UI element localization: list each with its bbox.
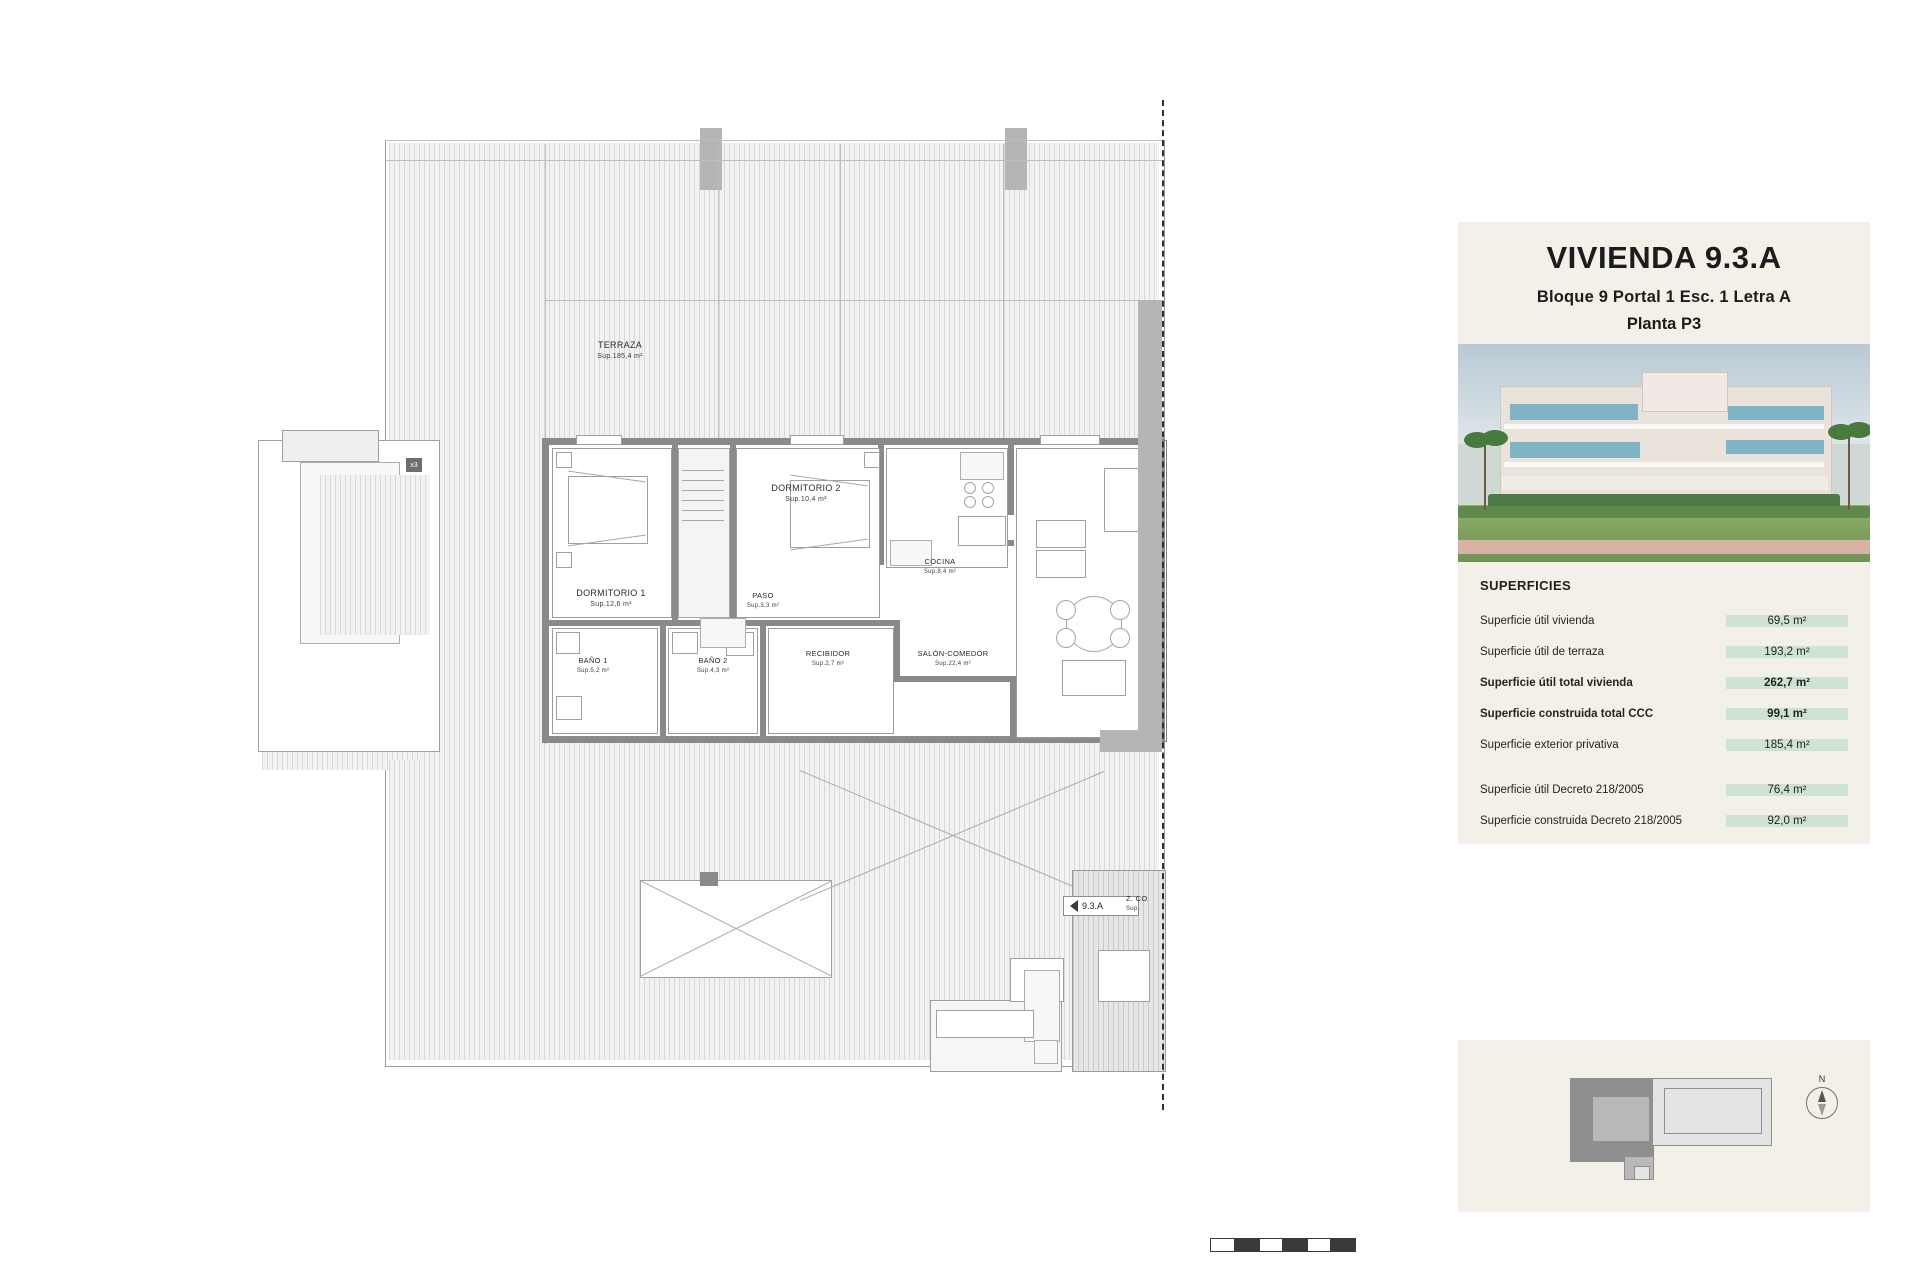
coffee-table	[1036, 520, 1086, 548]
scale-segment	[1306, 1238, 1332, 1252]
scale-segment	[1234, 1238, 1260, 1252]
kitchen-hob-burner	[964, 482, 976, 494]
surface-row	[1480, 805, 1848, 836]
surface-value: 99,1 m²	[1726, 708, 1848, 720]
surface-label: Superficie construida Decreto 218/2005	[1480, 814, 1683, 827]
room-label-bedroom-2: DORMITORIO 2 Sup.10,4 m²	[771, 483, 841, 503]
render-glass-band	[1728, 406, 1824, 420]
compass-ring	[1806, 1087, 1838, 1119]
stair-step	[1034, 1040, 1058, 1064]
surface-value: 69,5 m²	[1726, 615, 1848, 627]
stair-line	[682, 510, 724, 511]
render-path	[1458, 540, 1870, 554]
surface-label: Superficie exterior privativa	[1480, 738, 1619, 751]
left-annex-hatch	[320, 475, 430, 635]
surface-value: 262,7 m²	[1726, 677, 1848, 689]
info-panel	[1458, 222, 1870, 844]
nightstand	[864, 452, 880, 468]
render-palm-trunk	[1484, 440, 1486, 510]
dining-chair	[1056, 628, 1076, 648]
render-terrace	[1502, 476, 1828, 490]
stair-line	[682, 470, 724, 471]
surface-row	[1480, 698, 1848, 729]
key-plan-block-inner	[1664, 1088, 1762, 1134]
surface-value: 185,4 m²	[1726, 739, 1848, 751]
surface-row	[1480, 774, 1848, 805]
surface-row	[1480, 667, 1848, 698]
stair-line	[682, 520, 724, 521]
partition-wall	[760, 620, 900, 626]
surface-value: 193,2 m²	[1726, 646, 1848, 658]
surface-label: Superficie útil total vivienda	[1480, 676, 1633, 689]
plan-line	[385, 140, 1163, 141]
panel-subtitle: Bloque 9 Portal 1 Esc. 1 Letra A	[1536, 288, 1792, 306]
pergola-beam	[1005, 128, 1027, 190]
compass-needle-south-icon	[1818, 1104, 1826, 1116]
surfaces-table	[1458, 562, 1870, 844]
triangle-icon	[1070, 900, 1078, 912]
toilet	[672, 632, 698, 654]
partition-wall	[760, 620, 766, 736]
render-railing	[1504, 462, 1824, 467]
unit-marker-side: Z. CO Sup.	[1126, 894, 1148, 912]
page-title: VIVIENDA 9.3.A	[1546, 240, 1782, 275]
render-glass-band	[1510, 442, 1640, 458]
render-glass-band	[1726, 440, 1824, 454]
panel-floor: Planta P3	[1626, 315, 1702, 333]
unit-marker-code: 9.3.A	[1082, 901, 1104, 911]
washbasin	[556, 696, 582, 720]
partition-wall	[660, 620, 666, 736]
room-label-bathroom-1: BAÑO 1 Sup.5,2 m²	[576, 656, 610, 674]
plan-line	[840, 144, 841, 444]
key-plan-core-inner	[1634, 1166, 1650, 1180]
room-hall	[768, 628, 894, 734]
surface-value: 92,0 m²	[1726, 815, 1848, 827]
dining-chair	[1110, 628, 1130, 648]
window	[790, 435, 844, 445]
window	[576, 435, 622, 445]
scale-segment	[1210, 1238, 1236, 1252]
render-palm-trunk	[1848, 432, 1850, 510]
table-spacer	[1480, 760, 1848, 774]
surface-row	[1480, 636, 1848, 667]
stair-line	[682, 480, 724, 481]
scale-bar	[1210, 1238, 1390, 1258]
render-hedge	[1458, 506, 1870, 518]
panel-header	[1458, 222, 1870, 344]
kitchen-counter	[960, 452, 1004, 480]
key-plan-block-inner	[1592, 1096, 1650, 1142]
armchair	[1036, 550, 1086, 578]
partition-wall	[894, 676, 1014, 682]
plan-line	[1003, 144, 1004, 444]
nightstand	[556, 552, 572, 568]
key-plan	[1458, 1040, 1870, 1212]
room-label-hall: RECIBIDOR Sup.2,7 m²	[805, 649, 851, 667]
stair-step	[936, 1010, 1034, 1038]
room-label-bedroom-1: DORMITORIO 1 Sup.12,6 m²	[576, 588, 646, 608]
reference-tag: x3	[406, 458, 422, 472]
terrace-post	[700, 872, 718, 886]
render-palm-frond	[1846, 422, 1870, 438]
surface-label: Superficie construida total CCC	[1480, 707, 1654, 720]
render-palm-frond	[1482, 430, 1508, 446]
surface-label: Superficie útil vivienda	[1480, 614, 1595, 627]
toilet	[556, 632, 580, 654]
render-roof-element	[1642, 372, 1728, 412]
nightstand	[556, 452, 572, 468]
left-annex-cap	[282, 430, 379, 462]
plan-line	[385, 160, 1163, 161]
compass-north-label: N	[1818, 1074, 1826, 1084]
facade-band	[1138, 300, 1162, 740]
sofa	[1104, 468, 1140, 532]
kitchen-hob-burner	[982, 496, 994, 508]
plan-line	[545, 300, 1163, 301]
kitchen-hob-burner	[982, 482, 994, 494]
panel-divider	[1458, 1032, 1870, 1040]
surfaces-heading: SUPERFICIES	[1480, 578, 1572, 593]
surface-row	[1480, 729, 1848, 760]
dining-chair	[1110, 600, 1130, 620]
room-label-terraza: TERRAZA Sup.185,4 m²	[597, 340, 643, 360]
surface-value: 76,4 m²	[1726, 784, 1848, 796]
surface-row	[1480, 605, 1848, 636]
render-glass-band	[1510, 404, 1638, 420]
surface-label: Superficie útil de terraza	[1480, 645, 1605, 658]
kitchen-hob-burner	[964, 496, 976, 508]
building-render	[1458, 344, 1870, 562]
compass-needle-north-icon	[1818, 1090, 1826, 1102]
bed-furniture	[568, 476, 648, 544]
room-label-paso: PASO Sup.3,3 m²	[746, 591, 780, 609]
property-boundary-line	[1162, 100, 1164, 1110]
scale-segment	[1282, 1238, 1308, 1252]
partition-wall	[1008, 445, 1014, 515]
plan-line	[718, 144, 719, 444]
render-railing	[1504, 424, 1824, 429]
room-label-kitchen: COCINA Sup.8,4 m²	[923, 557, 957, 575]
room-label-living: SALÓN-COMEDOR Sup.22,4 m²	[917, 649, 989, 667]
surface-label: Superficie útil Decreto 218/2005	[1480, 783, 1644, 796]
scale-segment	[1258, 1238, 1284, 1252]
utility-niche	[700, 618, 746, 648]
room-label-bathroom-2: BAÑO 2 Sup.4,3 m²	[696, 656, 730, 674]
shaft-box	[1098, 950, 1150, 1002]
scale-segment	[1330, 1238, 1356, 1252]
dining-bench	[1062, 660, 1126, 696]
window	[1040, 435, 1100, 445]
kitchen-sink	[958, 516, 1006, 546]
dining-chair	[1056, 600, 1076, 620]
compass	[1802, 1074, 1842, 1126]
